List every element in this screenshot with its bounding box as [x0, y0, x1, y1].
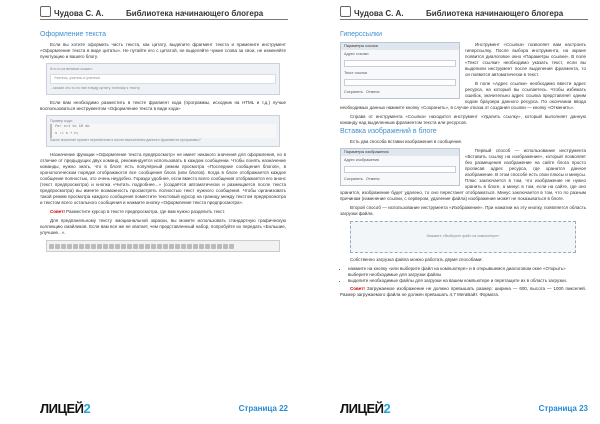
note-text: Разместите курсор в тексте предпросмотра, где вам нужно разделить текст. — [66, 209, 226, 214]
page-number: Страница 23 — [538, 404, 588, 413]
link-url-field — [344, 60, 456, 67]
code-box-line: s := s + n; — [50, 131, 276, 138]
save-button: Сохранить — [344, 90, 363, 94]
right-page — [300, 0, 600, 424]
toolbar-icon — [193, 244, 198, 249]
paragraph: Инструмент «Ссылка» позволяет вам настроить гиперссылку. После выбора инструмента, на экране появится диалоговое окно «Параметры ссылки». В поле «Текст ссылки» необходимо указать текст, если вы выделили инструмент после выделения фрагмента, то он появится автоматически в текст. — [465, 42, 586, 77]
page-footer — [40, 398, 288, 416]
quote-box-line: ...сказал кто-то из них в виду цитату, поэтому к тексту. — [50, 86, 141, 90]
page-number: Страница 22 — [238, 404, 288, 413]
code-box-line: for n=1 to 10 do — [50, 124, 276, 131]
lyceum-logo — [340, 401, 390, 416]
note-text: Загружаемое изображение не должно превышать размер: ширина — 600, высота — 1000 пикселей. Размер загружаемого файла не должен превышать 4,7 МегаБайт. Формата. — [340, 286, 586, 297]
toolbar-icon — [115, 244, 120, 249]
quote-example-box — [46, 63, 280, 95]
cancel-button: Отмена — [365, 90, 380, 94]
link-text-field — [344, 79, 456, 86]
list-item: • нажмите на кнопку «или выберите файл на компьютере» и в открывшемся диалоговом окне «Открыть» выберите необходимые для загрузки файлы — [348, 266, 586, 278]
quote-box-line: Кто-то из великих сказал: — [50, 67, 93, 71]
toolbar-icon — [133, 244, 138, 249]
paragraph: Второй способ — использование инструмента «Изображение». При нажатии на эту кнопку, появляется область загрузки файла. — [340, 205, 586, 216]
toolbar-icon — [211, 244, 216, 249]
right-content — [340, 30, 586, 301]
dialog-title: Параметры изображения — [341, 149, 459, 156]
upload-method-list — [348, 266, 586, 284]
note — [40, 209, 286, 215]
toolbar-icon — [145, 244, 150, 249]
header-rule — [40, 19, 288, 20]
dialog-title: Параметры ссылки — [341, 43, 459, 50]
lyceum-logo — [40, 401, 90, 416]
toolbar-icon — [121, 244, 126, 249]
upload-area-screenshot — [350, 221, 576, 253]
paragraph: Если вы хотите оформить часть текста, как цитату, выделите фрагмент текста и примените инструмент «Оформление текста в виде цитаты». Не путайте его с цитатой, не выделяйте чужие слова за свои, не изменяйте пунктуацию и вашего блогу. — [40, 42, 286, 59]
link-dialog-screenshot — [340, 42, 460, 99]
toolbar-icon — [91, 244, 96, 249]
note-label: Совет! — [350, 286, 365, 291]
logo-text: ЛИЦЕЙ — [40, 401, 84, 416]
paragraph: В поле «Адрес ссылки» необходимо ввести адрес ресурса, на который вы ссылаетесь. Чтобы избежать ошибок, значительно адрес ссылка представляет одним кодом браузера данного ресурса. По окончании ввода необходимых данных нажмите кнопку «Сохранить», в случае отказа от создания ссылки — кнопку «Отменить». — [340, 81, 586, 110]
paragraph: Если вам необходимо разместить в тексте фрагмент кода (программы, исходник на HTML и т.д.) лучше воспользоваться инструментом «Оформление текста в виде кода» — [40, 100, 286, 111]
toolbar-icon — [109, 244, 114, 249]
paragraph: Есть два способа вставки изображения в сообщение. — [350, 139, 463, 144]
toolbar-icon — [217, 244, 222, 249]
book-icon — [340, 6, 351, 17]
smiley-toolbar-screenshot — [46, 240, 280, 252]
dialog-field-label: Текст ссылки — [344, 71, 368, 75]
toolbar-icon — [103, 244, 108, 249]
code-example-box — [46, 115, 280, 147]
toolbar-icon — [163, 244, 168, 249]
toolbar-icon — [181, 244, 186, 249]
logo-text: ЛИЦЕЙ — [340, 401, 384, 416]
toolbar-icon — [199, 244, 204, 249]
paragraph: Собственно загрузка файла можно работать двумя способами: — [350, 257, 483, 262]
toolbar-icon — [229, 244, 234, 249]
toolbar-icon — [151, 244, 156, 249]
dialog-buttons — [344, 176, 456, 182]
paragraph: Назначение функции «Оформление текста предпросмотр» не имеет никакого значения для оформления, но в отличие от предыдущих двух команд, рекомендуется использовать в каждом сообщении. Чтобы понять назначение команды, нужно знать, что в блоге есть популярный режим просмотра «Последние сообщения блогов», в хронологическом порядке отображаются все сообщения блога (или блогов). Когда в блоге отображается каждое сообщение полностью, это очень неудобно. Гораздо удобнее, если вместо всего сообщения отображается его анонс (текст предпросмотра) и кнопка «Читать подробнее...» (создаётся автоматически и размещается после текста предпросмотра) вы имеете возможность просмотреть полностью текст нужного сообщения. Чтобы организовать такой режим просмотра каждого сообщения поместите текстовый курсор на границу между текстом предпросмотра и текстом всего остального сообщения и нажмите кнопку «Оформление текста предпросмотра». — [40, 152, 286, 205]
save-button: Сохранить — [344, 177, 363, 181]
dialog-buttons — [344, 89, 456, 95]
quote-box-line: Учитесь, учитесь и учитесь! — [50, 74, 276, 84]
code-box-line: Пример кода: — [50, 119, 73, 123]
left-content — [40, 30, 286, 256]
logo-number: 2 — [383, 401, 391, 416]
image-dialog-screenshot — [340, 148, 460, 186]
toolbar-icon — [67, 244, 72, 249]
page-header — [40, 6, 288, 20]
toolbar-icon — [55, 244, 60, 249]
cancel-button: Отмена — [365, 177, 380, 181]
section-heading: Вставка изображений в блоге — [340, 128, 437, 135]
note-label: Совет! — [50, 209, 65, 214]
book-icon — [40, 6, 51, 17]
toolbar-icon — [169, 244, 174, 249]
header-rule — [340, 19, 588, 20]
code-box-line: Какое значение примет переменная s после выполнения данного фрагмента программы? — [50, 138, 201, 142]
toolbar-icon — [97, 244, 102, 249]
note — [340, 286, 586, 298]
page-footer — [340, 398, 588, 416]
paragraph: Для предпанельному тексту эмоциональной окраски, вы можете использовать стандартную графическую коллекцию смайликов. Если вам все же не хватает, чем представленный набор, попробуйте их передать «Большие, улучшие...». — [40, 218, 286, 235]
header-author: Чудова С. А. — [54, 9, 104, 18]
list-item: • выделите необходимые файлы для загрузки на вашем компьютере и перетащите их в область загрузки. — [348, 278, 586, 284]
toolbar-icon — [73, 244, 78, 249]
paragraph: Первый способ — использование инструмента «Вставить ссылку на изображение», который позволяет без размещения изображение на сайте блога просто прописав адрес ресурса, где хранится данное изображение. В этом способе есть свои плюсы и минусы. Плюс заключается в том, что изображение не нужно хранить в блоге, а минус в том, если на сайте, где оно хранится, изображение будет удалено, то оно перестанет отображаться. Минус заключается в том, что по разным причинам (изменение ссылки, с сервером, удаление файла) изображение может не показываться в блоге. — [340, 148, 586, 201]
toolbar-icon — [223, 244, 228, 249]
toolbar-icon — [205, 244, 210, 249]
toolbar-icon — [157, 244, 162, 249]
header-title: Библиотека начинающего блогера — [126, 9, 264, 18]
toolbar-icon — [139, 244, 144, 249]
section-heading: Оформление текста — [40, 31, 107, 38]
header-title: Библиотека начинающего блогера — [426, 9, 564, 18]
page-header — [340, 6, 588, 20]
logo-number: 2 — [83, 401, 91, 416]
paragraph: Справа от инструмента «Ссылка» находится инструмент «Удалить ссылку», который выполняет данную команду над выделенным фрагментом текста или ресурсов. — [340, 114, 586, 125]
toolbar-icon — [79, 244, 84, 249]
toolbar-icon — [61, 244, 66, 249]
toolbar-icon — [187, 244, 192, 249]
toolbar-icon — [127, 244, 132, 249]
image-url-field — [344, 166, 456, 173]
toolbar-icon — [85, 244, 90, 249]
dialog-field-label: Адрес изображения — [344, 158, 380, 162]
section-heading: Гиперссылки — [340, 31, 382, 38]
header-author: Чудова С. А. — [354, 9, 404, 18]
upload-label: Нажмите «Выберите файл на компьютере» — [426, 234, 500, 238]
toolbar-icon — [175, 244, 180, 249]
toolbar-icon — [49, 244, 54, 249]
dialog-field-label: Адрес ссылки — [344, 52, 369, 56]
